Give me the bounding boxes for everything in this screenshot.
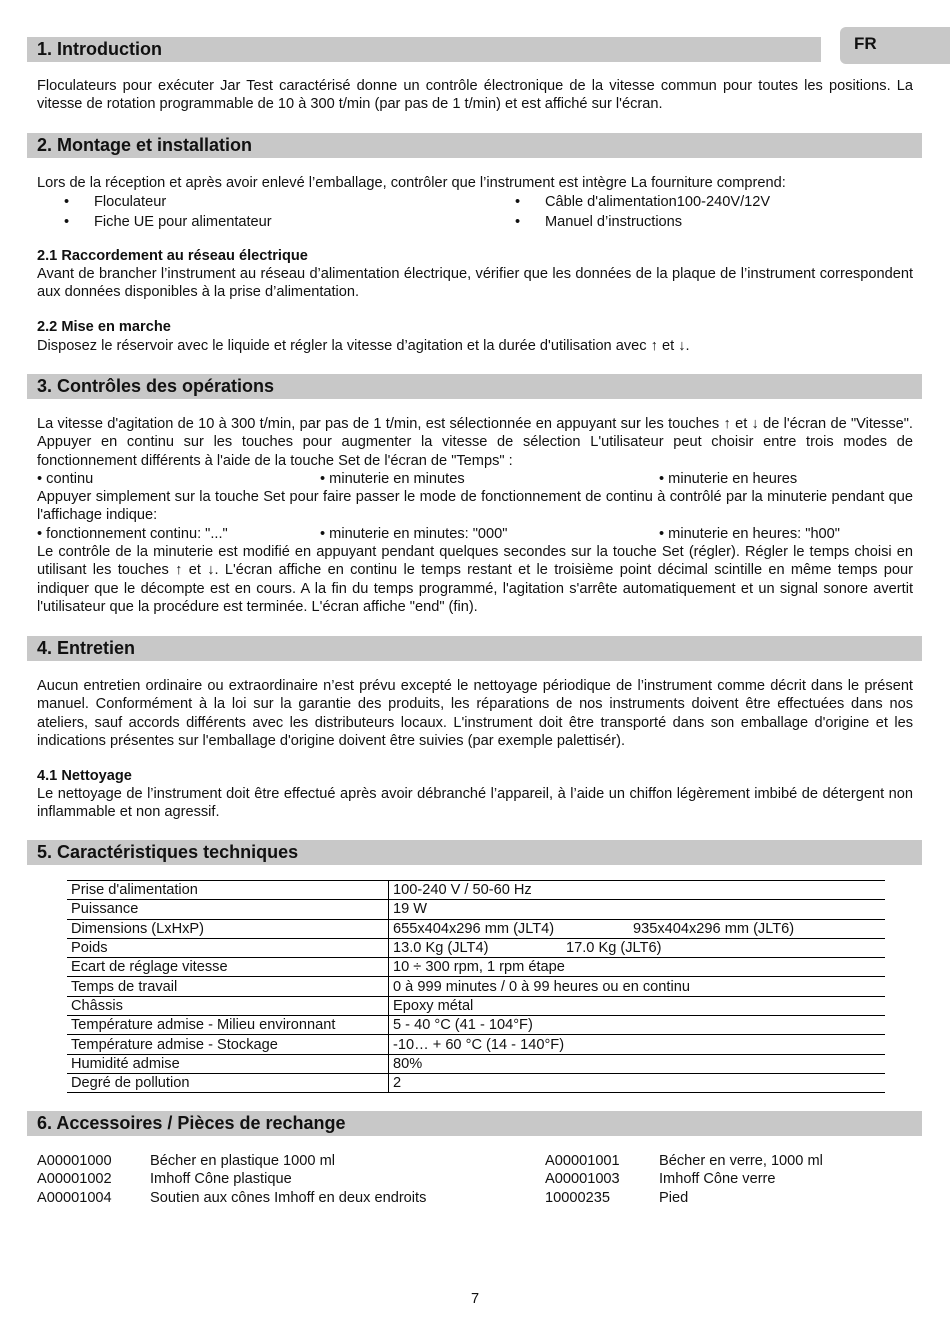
spec-label: Degré de pollution [67, 1073, 389, 1092]
spec-label: Humidité admise [67, 1054, 389, 1073]
table-row [67, 881, 885, 900]
spec-label: Temps de travail [67, 977, 389, 996]
spec-value [389, 938, 886, 957]
spec-value-primary: 19 W [393, 901, 428, 918]
accessory-description: Imhoff Cône plastique [150, 1171, 292, 1187]
table-row [67, 900, 885, 919]
section-heading-controles: 3. Contrôles des opérations [27, 374, 922, 399]
accessory-code: A00001002 [37, 1171, 112, 1187]
spec-value-primary: 655x404x296 mm (JLT4) [393, 920, 555, 937]
spec-label: Dimensions (LxHxP) [67, 919, 389, 938]
spec-table [67, 880, 885, 1093]
spec-value [389, 958, 886, 977]
accessory-description: Soutien aux cônes Imhoff en deux endroits [150, 1190, 427, 1206]
accessory-description: Bécher en verre, 1000 ml [659, 1153, 823, 1169]
spec-label: Poids [67, 938, 389, 957]
accessory-description: Bécher en plastique 1000 ml [150, 1153, 335, 1169]
spec-value-primary: -10… + 60 °C (14 - 140°F) [393, 1036, 565, 1053]
mise-en-marche-text: Disposez le réservoir avec le liquide et régler la vitesse d’agitation et la durée d'utilisation avec ↑ et ↓. [37, 338, 690, 354]
table-row [67, 938, 885, 957]
spec-value [389, 881, 886, 900]
accessory-description: Imhoff Cône verre [659, 1171, 776, 1187]
section-heading-accessoires: 6. Accessoires / Pièces de rechange [27, 1111, 922, 1136]
raccordement-text: Avant de brancher l’instrument au réseau d’alimentation électrique, vérifier que les données de la plaque de l’instrument correspondent aux données disponibles à la prise d’alimentation. [37, 266, 913, 301]
spec-value-secondary: 935x404x296 mm (JLT6) [633, 920, 795, 937]
table-row [67, 958, 885, 977]
accessory-code: A00001003 [545, 1171, 620, 1187]
accessory-code: A00001004 [37, 1190, 112, 1206]
spec-value-primary: 5 - 40 °C (41 - 104°F) [393, 1017, 533, 1034]
mode-item: • minuterie en heures [659, 471, 798, 487]
table-row [67, 996, 885, 1015]
spec-label: Prise d'alimentation [67, 881, 389, 900]
displays-row [37, 525, 913, 543]
spec-value [389, 1035, 886, 1054]
section-heading-caracteristiques: 5. Caractéristiques techniques [27, 840, 922, 865]
spec-value [389, 900, 886, 919]
controles-text-2: Appuyer simplement sur la touche Set pour faire passer le mode de fonctionnement de continu à contrôlé par la minuterie pendant que l'affichage indique: [37, 489, 913, 524]
spec-value-primary: 100-240 V / 50-60 Hz [393, 882, 532, 899]
controles-text-3: Le contrôle de la minuterie est modifié en appuyant pendant quelques secondes sur la touche Set (régler). Régler le temps choisi en utilisant les touches ↑ et ↓. L'écran affiche en continu le temps restant et le troisième point décimal scintille en même temps pour indiquer que le décompte est en cours. A la fin du temps programmé, l'agitation s'arrête automatiquement et un signal sonore avertit l'utilisateur que la procédure est terminée. L'écran affiche "end" (fin). [37, 544, 913, 615]
spec-value-primary: 13.0 Kg (JLT4) [393, 940, 489, 957]
spec-value-primary: 2 [393, 1075, 402, 1092]
spec-value [389, 1054, 886, 1073]
spec-value-secondary: 17.0 Kg (JLT6) [566, 940, 662, 957]
modes-row [37, 470, 913, 488]
section-heading-entretien: 4. Entretien [27, 636, 922, 661]
language-tab: FR [840, 27, 950, 64]
spec-value-primary: 10 ÷ 300 rpm, 1 rpm étape [393, 959, 565, 976]
spec-label: Châssis [67, 996, 389, 1015]
spec-value [389, 1073, 886, 1092]
display-item: • minuterie en minutes: "000" [320, 526, 508, 542]
subheading-nettoyage: 4.1 Nettoyage [37, 768, 132, 784]
display-item: • fonctionnement continu: "..." [37, 526, 228, 542]
spec-label: Température admise - Milieu environnant [67, 1016, 389, 1035]
spec-value [389, 996, 886, 1015]
accessory-code: A00001001 [545, 1153, 620, 1169]
entretien-text: Aucun entretien ordinaire ou extraordinaire n’est prévu excepté le nettoyage périodique de l’instrument comme décrit dans le présent manuel. Conformément à la loi sur la garantie des produits, les réparations de nos instruments doivent être effectuées dans nos ateliers, sauf accords différents avec les distributeurs locaux. L'instrument doit être transporté dans son emballage d'origine et les indications présentes sur l'emballage d'origine doivent être suivies (par exemple palettisér). [37, 678, 913, 749]
table-row [67, 1016, 885, 1035]
accessory-description: Pied [659, 1190, 689, 1206]
controles-text-1: La vitesse d'agitation de 10 à 300 t/min, par pas de 1 t/min, est sélectionnée en appuyant sur les touches ↑ et ↓ de l'écran de "Vitesse". Appuyer en continu sur les touches pour augmenter la vitesse de sélection L'utilisateur peut choisir entre trois modes de fonctionnement différents à l'aide de la touche Set de l'écran de "Temps" : [37, 416, 913, 469]
spec-value [389, 977, 886, 996]
spec-label: Puissance [67, 900, 389, 919]
subheading-mise-en-marche: 2.2 Mise en marche [37, 319, 171, 335]
accessory-code: 10000235 [545, 1190, 610, 1206]
spec-value [389, 1016, 886, 1035]
spec-value-primary: 80% [393, 1055, 423, 1072]
nettoyage-text: Le nettoyage de l’instrument doit être effectué après avoir débranché l’appareil, à l’aide un chiffon légèrement imbibé de détergent non inflammable et non agressif. [37, 786, 913, 821]
subheading-raccordement: 2.1 Raccordement au réseau électrique [37, 248, 308, 264]
display-item: • minuterie en heures: "h00" [659, 526, 840, 542]
accessory-code: A00001000 [37, 1153, 112, 1169]
table-row [67, 1035, 885, 1054]
mode-item: • continu [37, 471, 94, 487]
table-row [67, 919, 885, 938]
spec-label: Ecart de réglage vitesse [67, 958, 389, 977]
table-row [67, 1073, 885, 1092]
table-row [67, 1054, 885, 1073]
section-heading-montage: 2. Montage et installation [27, 133, 922, 158]
spec-value-primary: 0 à 999 minutes / 0 à 99 heures ou en continu [393, 978, 690, 995]
section-heading-introduction: 1. Introduction [27, 37, 821, 62]
spec-label: Température admise - Stockage [67, 1035, 389, 1054]
spec-value [389, 919, 886, 938]
montage-intro: Lors de la réception et après avoir enlevé l’emballage, contrôler que l’instrument est intègre La fourniture comprend: [37, 175, 786, 191]
page-number: 7 [470, 1291, 480, 1307]
introduction-text: Floculateurs pour exécuter Jar Test caractérisé donne un contrôle électronique de la vitesse commun pour toutes les positions. La vitesse de rotation programmable de 10 à 300 t/min (par pas de 1 t/min) et est affiché sur l'écran. [37, 78, 913, 113]
mode-item: • minuterie en minutes [320, 471, 465, 487]
table-row [67, 977, 885, 996]
spec-value-primary: Epoxy métal [393, 997, 474, 1014]
